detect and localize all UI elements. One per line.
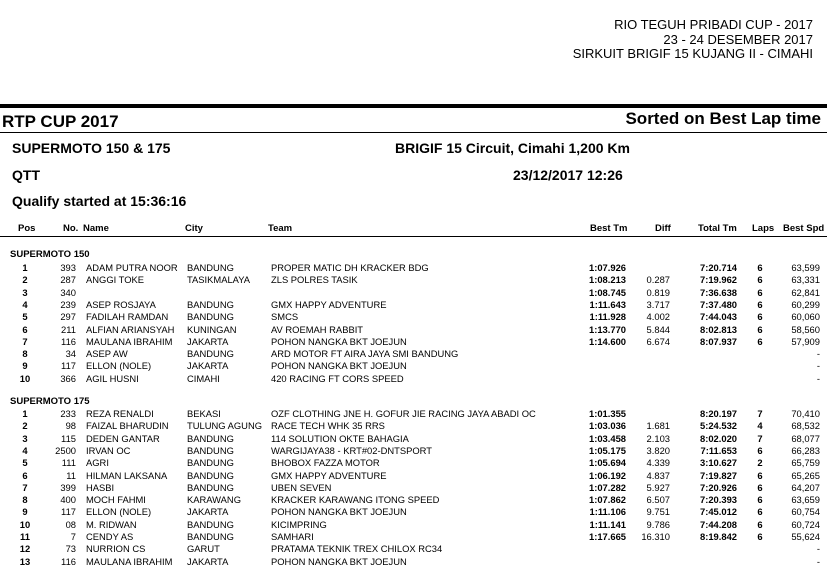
gap: 3.717 — [646, 298, 670, 310]
pos: 7 — [22, 481, 28, 493]
event-venue: SIRKUIT BRIGIF 15 KUJANG II - CIMAHI — [572, 46, 813, 61]
rider-name: DEDEN GANTAR — [86, 432, 160, 444]
table-row — [0, 348, 827, 360]
rider-name: HILMAN LAKSANA — [86, 469, 168, 481]
total-time: 8:02.020 — [699, 432, 737, 444]
col-total: Total Tm — [698, 223, 737, 234]
total-time: 8:07.937 — [699, 335, 737, 347]
event-header — [573, 18, 813, 62]
table-row — [0, 299, 827, 311]
team-name: KICIMPRING — [271, 518, 327, 530]
table-row — [0, 531, 827, 543]
best-speed: 63,659 — [791, 494, 820, 506]
pos: 2 — [22, 274, 28, 286]
table-row — [0, 506, 827, 518]
laps: 6 — [757, 494, 763, 506]
best-speed: - — [816, 360, 820, 372]
header-divider — [0, 104, 827, 108]
best-speed: 62,841 — [791, 286, 820, 298]
best-time: 1:11.643 — [589, 298, 626, 310]
total-time: 5:24.532 — [699, 420, 737, 432]
gap: 0.287 — [646, 274, 670, 286]
col-laps: Laps — [752, 223, 775, 234]
rider-city: TULUNG AGUNG — [187, 420, 263, 432]
rider-number: 287 — [60, 274, 76, 286]
pos: 13 — [19, 555, 31, 567]
rider-city: BANDUNG — [187, 298, 234, 310]
gap: 9.751 — [646, 506, 670, 518]
rider-number: 11 — [66, 469, 76, 481]
rider-number: 08 — [65, 518, 76, 530]
gap: 0.819 — [646, 286, 670, 298]
table-row — [0, 457, 827, 469]
table-row — [0, 482, 827, 494]
pos: 5 — [22, 457, 28, 469]
best-time: 1:07.862 — [588, 494, 626, 506]
rider-city: KARAWANG — [187, 494, 241, 506]
rider-number: 34 — [65, 348, 76, 360]
best-speed: - — [816, 372, 820, 384]
laps: 6 — [757, 274, 763, 286]
gap: 3.820 — [646, 444, 670, 456]
rider-city: BANDUNG — [187, 518, 234, 530]
rider-name: AGRI — [86, 457, 109, 469]
team-name: GMX HAPPY ADVENTURE — [271, 298, 387, 310]
rider-number: 233 — [60, 408, 76, 419]
best-speed: 60,724 — [791, 518, 820, 530]
gap: 5.844 — [646, 323, 670, 335]
total-time: 7:11.653 — [700, 444, 737, 456]
rider-name: NURRION CS — [86, 543, 146, 555]
pos: 6 — [22, 469, 28, 481]
col-spd: Best Spd — [783, 223, 825, 234]
table-row — [0, 470, 827, 482]
team-name: ARD MOTOR FT AIRA JAYA SMI BANDUNG — [271, 348, 459, 360]
rider-city: BANDUNG — [187, 444, 234, 456]
best-speed: 55,624 — [791, 531, 820, 542]
team-name: POHON NANGKA BKT JOEJUN — [271, 506, 407, 518]
total-time: 7:36.638 — [699, 286, 737, 298]
title-divider — [0, 132, 827, 133]
rider-number: 340 — [60, 286, 76, 298]
rider-city: CIMAHI — [187, 372, 220, 384]
best-time: 1:03.036 — [588, 420, 626, 432]
table-row — [0, 336, 827, 348]
table-row — [0, 445, 827, 457]
best-time: 1:05.694 — [588, 457, 626, 469]
best-speed: - — [816, 348, 820, 360]
table-row — [0, 262, 827, 274]
best-speed: 68,077 — [791, 432, 820, 444]
team-name: 114 SOLUTION OKTE BAHAGIA — [271, 432, 409, 444]
circuit-name: BRIGIF 15 Circuit, Cimahi 1,200 Km — [395, 140, 630, 156]
team-name: UBEN SEVEN — [271, 481, 332, 493]
rider-name: ANGGI TOKE — [86, 274, 145, 286]
best-time: 1:07.282 — [588, 481, 626, 493]
event-dates: 23 - 24 DESEMBER 2017 — [663, 31, 813, 47]
rider-city: BANDUNG — [187, 348, 234, 360]
team-name: WARGIJAYA38 - KRT#02-DNTSPORT — [271, 444, 432, 456]
pos: 11 — [20, 531, 30, 542]
laps: 7 — [757, 408, 763, 419]
best-speed: 68,532 — [791, 420, 820, 432]
rider-city: BANDUNG — [187, 262, 234, 273]
rider-city: JAKARTA — [187, 335, 229, 347]
gap: 16.310 — [641, 531, 670, 542]
rider-name: ASEP ROSJAYA — [86, 298, 156, 310]
rider-city: KUNINGAN — [187, 323, 237, 335]
total-time: 7:44.043 — [699, 311, 737, 323]
table-row — [0, 373, 827, 385]
team-name: OZF CLOTHING JNE H. GOFUR JIE RACING JAYA ABADI OC — [271, 408, 536, 419]
rider-number: 115 — [61, 432, 76, 444]
best-speed: - — [816, 555, 820, 567]
team-name: PROPER MATIC DH KRACKER BDG — [271, 262, 429, 273]
rider-city: JAKARTA — [187, 506, 229, 518]
sort-note: Sorted on Best Lap time — [625, 109, 821, 128]
best-speed: 57,909 — [791, 335, 820, 347]
rider-number: 297 — [60, 311, 76, 323]
pos: 12 — [19, 543, 31, 555]
rider-city: BANDUNG — [187, 432, 234, 444]
rider-name: ELLON (NOLE) — [86, 360, 152, 372]
best-speed: 64,207 — [791, 481, 820, 493]
laps: 2 — [757, 457, 763, 469]
pos: 2 — [22, 420, 28, 432]
table-row — [0, 543, 827, 555]
laps: 6 — [757, 518, 763, 530]
pos: 6 — [22, 323, 28, 335]
team-name: POHON NANGKA BKT JOEJUN — [271, 335, 407, 347]
gap: 2.103 — [646, 432, 670, 444]
pos: 9 — [22, 360, 28, 372]
best-time: 1:05.175 — [588, 444, 626, 456]
table-row — [0, 274, 827, 286]
column-divider — [0, 236, 827, 237]
col-city: City — [185, 223, 203, 234]
qualify-start: Qualify started at 15:36:16 — [12, 193, 187, 209]
best-speed: 70,410 — [791, 408, 820, 419]
rider-name: FADILAH RAMDAN — [86, 311, 169, 323]
total-time: 7:37.480 — [699, 298, 737, 310]
rider-name: REZA RENALDI — [86, 408, 154, 419]
best-time: 1:11.928 — [589, 311, 626, 323]
rider-city: BANDUNG — [187, 531, 234, 542]
class-name: SUPERMOTO 150 & 175 — [12, 140, 171, 156]
best-speed: 58,560 — [791, 323, 820, 335]
gap: 6.674 — [646, 335, 670, 347]
rider-name: ELLON (NOLE) — [86, 506, 152, 518]
rider-city: BANDUNG — [187, 457, 234, 469]
rider-city: GARUT — [187, 543, 220, 555]
table-row — [0, 287, 827, 299]
total-time: 3:10.627 — [699, 457, 737, 469]
rider-city: JAKARTA — [187, 555, 229, 567]
col-no: No. — [63, 223, 79, 234]
pos: 3 — [22, 286, 28, 298]
rider-number: 239 — [60, 298, 76, 310]
laps: 6 — [757, 311, 763, 323]
best-time: 1:08.213 — [588, 274, 626, 286]
gap: 4.837 — [646, 469, 670, 481]
laps: 4 — [757, 420, 763, 432]
event-name: RIO TEGUH PRIBADI CUP - 2017 — [614, 17, 813, 32]
team-name: PRATAMA TEKNIK TREX CHILOX RC34 — [271, 543, 443, 555]
pos: 9 — [22, 506, 28, 518]
team-name: POHON NANGKA BKT JOEJUN — [271, 555, 407, 567]
laps: 6 — [757, 531, 763, 542]
col-pos: Pos — [18, 223, 36, 234]
rider-number: 117 — [61, 506, 76, 518]
section-title: SUPERMOTO 150 — [10, 249, 90, 260]
rider-number: 116 — [61, 555, 76, 567]
gap: 1.681 — [646, 420, 670, 432]
best-speed: 63,599 — [791, 262, 820, 273]
laps: 6 — [757, 469, 763, 481]
best-time: 1:14.600 — [588, 335, 626, 347]
team-name: GMX HAPPY ADVENTURE — [271, 469, 387, 481]
pos: 7 — [22, 335, 28, 347]
rider-name: MOCH FAHMI — [86, 494, 146, 506]
team-name: 420 RACING FT CORS SPEED — [271, 372, 404, 384]
laps: 6 — [757, 506, 763, 518]
table-row — [0, 494, 827, 506]
total-time: 8:02.813 — [699, 323, 737, 335]
table-row — [0, 360, 827, 372]
rider-city: BANDUNG — [187, 311, 234, 323]
best-time: 1:07.926 — [588, 262, 626, 273]
laps: 7 — [757, 432, 763, 444]
rider-name: ALFIAN ARIANSYAH — [86, 323, 175, 335]
report-datetime: 23/12/2017 12:26 — [513, 167, 623, 183]
best-speed: 65,265 — [791, 469, 820, 481]
total-time: 7:20.393 — [699, 494, 737, 506]
laps: 6 — [757, 323, 763, 335]
laps: 6 — [757, 286, 763, 298]
pos: 3 — [22, 432, 28, 444]
rider-number: 73 — [65, 543, 76, 555]
best-speed: 60,754 — [791, 506, 820, 518]
total-time: 7:20.714 — [699, 262, 737, 273]
best-speed: 66,283 — [791, 444, 820, 456]
rider-name: ASEP AW — [86, 348, 128, 360]
report-title: RTP CUP 2017 — [2, 112, 119, 131]
rider-name: MAULANA IBRAHIM — [86, 335, 173, 347]
col-name: Name — [83, 223, 109, 234]
rider-number: 98 — [65, 420, 76, 432]
pos: 8 — [22, 494, 28, 506]
best-time: 1:03.458 — [588, 432, 626, 444]
rider-name: HASBI — [86, 481, 115, 493]
rider-number: 211 — [61, 323, 76, 335]
best-speed: 60,299 — [791, 298, 820, 310]
rider-number: 111 — [61, 457, 76, 469]
section-title: SUPERMOTO 175 — [10, 396, 90, 407]
rider-name: AGIL HUSNI — [86, 372, 139, 384]
team-name: AV ROEMAH RABBIT — [271, 323, 364, 335]
rider-name: M. RIDWAN — [86, 518, 137, 530]
total-time: 8:19.842 — [699, 531, 737, 542]
gap: 4.339 — [646, 457, 670, 469]
rider-number: 2500 — [55, 444, 76, 456]
col-best: Best Tm — [590, 223, 628, 234]
team-name: SAMHARI — [271, 531, 314, 542]
gap: 4.002 — [646, 311, 670, 323]
rider-number: 399 — [60, 481, 76, 493]
table-row — [0, 433, 827, 445]
team-name: BHOBOX FAZZA MOTOR — [271, 457, 380, 469]
pos: 10 — [19, 518, 31, 530]
rider-name: IRVAN OC — [86, 444, 131, 456]
best-time: 1:01.355 — [588, 408, 626, 419]
session-type: QTT — [12, 167, 40, 183]
rider-number: 116 — [61, 335, 76, 347]
table-row — [0, 311, 827, 323]
gap: 9.786 — [646, 518, 670, 530]
rider-city: BANDUNG — [187, 469, 234, 481]
total-time: 7:19.962 — [699, 274, 737, 286]
best-speed: 63,331 — [791, 274, 820, 286]
best-speed: 60,060 — [791, 311, 820, 323]
laps: 6 — [757, 444, 763, 456]
pos: 8 — [22, 348, 28, 360]
rider-number: 393 — [60, 262, 76, 273]
best-time: 1:11.141 — [589, 518, 626, 530]
best-speed: - — [816, 543, 820, 555]
best-speed: 65,759 — [791, 457, 820, 469]
pos: 1 — [22, 262, 28, 273]
pos: 5 — [22, 311, 28, 323]
gap: 5.927 — [646, 481, 670, 493]
team-name: KRACKER KARAWANG ITONG SPEED — [271, 494, 440, 506]
laps: 6 — [757, 262, 763, 273]
best-time: 1:08.745 — [588, 286, 626, 298]
team-name: ZLS POLRES TASIK — [271, 274, 358, 286]
rider-city: TASIKMALAYA — [187, 274, 251, 286]
best-time: 1:13.770 — [588, 323, 626, 335]
team-name: POHON NANGKA BKT JOEJUN — [271, 360, 407, 372]
rider-number: 7 — [70, 531, 76, 542]
pos: 4 — [22, 444, 28, 456]
team-name: SMCS — [271, 311, 299, 323]
rider-name: FAIZAL BHARUDIN — [86, 420, 169, 432]
rider-name: MAULANA IBRAHIM — [86, 555, 173, 567]
pos: 1 — [22, 408, 28, 419]
rider-name: CENDY AS — [86, 531, 134, 542]
laps: 6 — [757, 481, 763, 493]
rider-number: 117 — [61, 360, 76, 372]
laps: 6 — [757, 298, 763, 310]
total-time: 7:19.827 — [699, 469, 737, 481]
rider-city: BANDUNG — [187, 481, 234, 493]
table-row — [0, 408, 827, 420]
team-name: RACE TECH WHK 35 RRS — [271, 420, 385, 432]
col-diff: Diff — [655, 223, 671, 234]
rider-number: 366 — [60, 372, 76, 384]
table-row — [0, 519, 827, 531]
best-time: 1:06.192 — [588, 469, 626, 481]
total-time: 8:20.197 — [699, 408, 737, 419]
total-time: 7:20.926 — [699, 481, 737, 493]
laps: 6 — [757, 335, 763, 347]
total-time: 7:44.208 — [699, 518, 737, 530]
col-team: Team — [268, 223, 293, 234]
rider-city: BEKASI — [187, 408, 221, 419]
rider-city: JAKARTA — [187, 360, 229, 372]
rider-number: 400 — [60, 494, 76, 506]
table-row — [0, 420, 827, 432]
rider-name: ADAM PUTRA NOOR — [86, 262, 178, 273]
pos: 10 — [19, 372, 31, 384]
total-time: 7:45.012 — [699, 506, 737, 518]
best-time: 1:17.665 — [588, 531, 626, 542]
best-time: 1:11.106 — [589, 506, 626, 518]
table-row — [0, 324, 827, 336]
gap: 6.507 — [646, 494, 670, 506]
table-row — [0, 556, 827, 568]
pos: 4 — [22, 298, 28, 310]
